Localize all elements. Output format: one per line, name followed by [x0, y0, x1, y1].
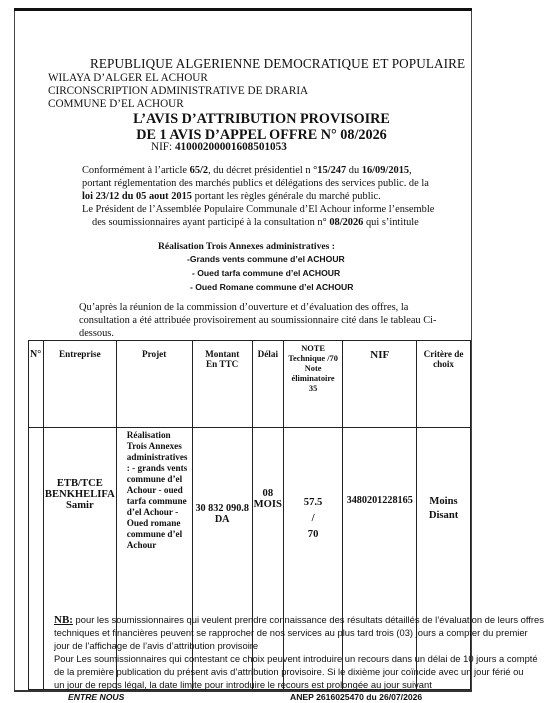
- table-header-row: [29, 341, 471, 428]
- cell-num: [29, 428, 44, 690]
- col-header-note: [283, 341, 343, 428]
- realisation-item: -Grands vents commune d’el ACHOUR: [187, 254, 345, 264]
- intro-line4: Le Président de l’Assemblée Populaire Communale d’El Achour informe l’ensemble: [82, 204, 435, 215]
- notice-title-line1: L’AVIS D’ATTRIBUTION PROVISOIRE: [133, 111, 390, 127]
- header-text: Projet: [141, 349, 167, 359]
- cell-text: Moins Disant: [428, 496, 459, 521]
- circonscription-line: CIRCONSCRIPTION ADMINISTRATIVE DE DRARIA: [48, 85, 309, 97]
- realisation-item: - Oued Romane commune d’el ACHOUR: [190, 282, 354, 292]
- cell-text: ETB/TCE BENKHELIFA Samir: [44, 478, 115, 511]
- nb-line5: de la première publication du présent avis d’attribution provisoire. Si le dixième jour coïncide avec un jour férié ou: [54, 666, 524, 677]
- intro-line5: [92, 217, 419, 230]
- nif-value: 41000200001608501053: [174, 141, 287, 153]
- header-text: NIF: [370, 349, 390, 361]
- cell-text: 3480201228165: [346, 495, 413, 506]
- intro-decree: °15/247: [313, 165, 347, 176]
- cell-text: 30 832 090.8 DA: [195, 503, 249, 525]
- republic-heading: REPUBLIQUE ALGERIENNE DEMOCRATIQUE ET POPULAIRE: [90, 56, 466, 71]
- intro-text: qui s’intitule: [363, 217, 419, 228]
- col-header-num: [29, 341, 44, 428]
- after-line1: Qu’après la réunion de la commission d’ouverture et d’évaluation des offres, la: [79, 302, 409, 313]
- note-separator: /: [311, 513, 315, 524]
- nb-line2: techniques et financières peuvent se rapprocher de nos services au plus tard trois (03) jours a compter du premier: [54, 627, 528, 638]
- col-header-critere: [417, 341, 471, 428]
- header-text: Entreprise: [58, 349, 101, 359]
- intro-law: loi 23/12 du 05 aout 2015: [82, 191, 192, 202]
- nb-line6: un jour de repos légal, la date limite pour introduire le recours est prolongée au jour suivant: [54, 679, 432, 690]
- note-score: 57.5: [303, 497, 323, 508]
- intro-text: Conformément à l’article: [82, 165, 190, 176]
- col-header-delai: [252, 341, 283, 428]
- header-text: Montant En TTC: [205, 349, 240, 369]
- cell-nif: [343, 428, 417, 690]
- intro-article: 65/2: [189, 165, 209, 176]
- realisation-heading: Réalisation Trois Annexes administratives :: [158, 241, 335, 252]
- intro-consultation-number: 08/2026: [329, 217, 364, 228]
- intro-line2: portant réglementation des marchés publics et délégations des services public. de la: [82, 178, 429, 189]
- header-text: N°: [30, 349, 42, 360]
- intro-text: des soumissionnaires ayant participé à la consultation n°: [92, 217, 330, 228]
- realisation-item: - Oued tarfa commune d’el ACHOUR: [192, 268, 341, 278]
- col-header-projet: [116, 341, 192, 428]
- col-header-nif: [343, 341, 417, 428]
- intro-date: 16/09/2015: [361, 165, 410, 176]
- intro-text: , du décret présidentiel n: [208, 165, 314, 176]
- note-max: 70: [307, 529, 319, 540]
- nb-label: NB:: [54, 614, 73, 626]
- header-text: Critère de choix: [423, 349, 464, 369]
- nb-text: pour les soumissionnaires qui veulent prendre connaissance des résultats détaillés de l’évaluation de leurs offres: [72, 614, 544, 625]
- header-text: NOTE Technique /70 Note éliminatoire 35: [288, 344, 338, 393]
- nif-label: NIF:: [151, 141, 173, 153]
- footer-right: ANEP 2616025470 du 26/07/2026: [290, 692, 423, 702]
- commune-line: COMMUNE D’EL ACHOUR: [48, 98, 184, 110]
- wilaya-line: WILAYA D’ALGER EL ACHOUR: [48, 72, 208, 84]
- footer-left: ENTRE NOUS: [68, 692, 125, 702]
- header-text: Délai: [257, 349, 279, 359]
- cell-text: 08 MOIS: [253, 488, 282, 510]
- notice-nif: [151, 141, 287, 153]
- notice-title-line2: DE 1 AVIS D’APPEL OFFRE N° 08/2026: [136, 127, 387, 143]
- nb-line4: Pour Les soumissionnaires qui contestant ce choix peuvent introduire un recours dans un délai de 10 jours a compté: [54, 653, 538, 664]
- intro-text: portant les règles générale du marché public.: [192, 191, 381, 202]
- intro-line1: [82, 165, 412, 178]
- col-header-montant: [192, 341, 252, 428]
- cell-critere: [417, 428, 471, 690]
- intro-line3: [82, 191, 381, 204]
- after-line2: consultation a été attribuée provisoirement au soumissionnaire cité dans le tableau Ci-: [79, 315, 437, 326]
- cell-text: Réalisation Trois Annexes administratives : - grands vents commune d’el Achour - oued tarfa commune d’el Achour - Oued romane commune d’el Achour: [126, 430, 188, 550]
- nb-line3: jour de l’affichage de l’avis d’attribution provisoire: [54, 640, 259, 651]
- intro-text: du: [346, 165, 362, 176]
- cell-note: [283, 428, 343, 690]
- intro-text: ,: [409, 165, 412, 176]
- after-line3: dessous.: [79, 328, 114, 339]
- col-header-entreprise: [43, 341, 116, 428]
